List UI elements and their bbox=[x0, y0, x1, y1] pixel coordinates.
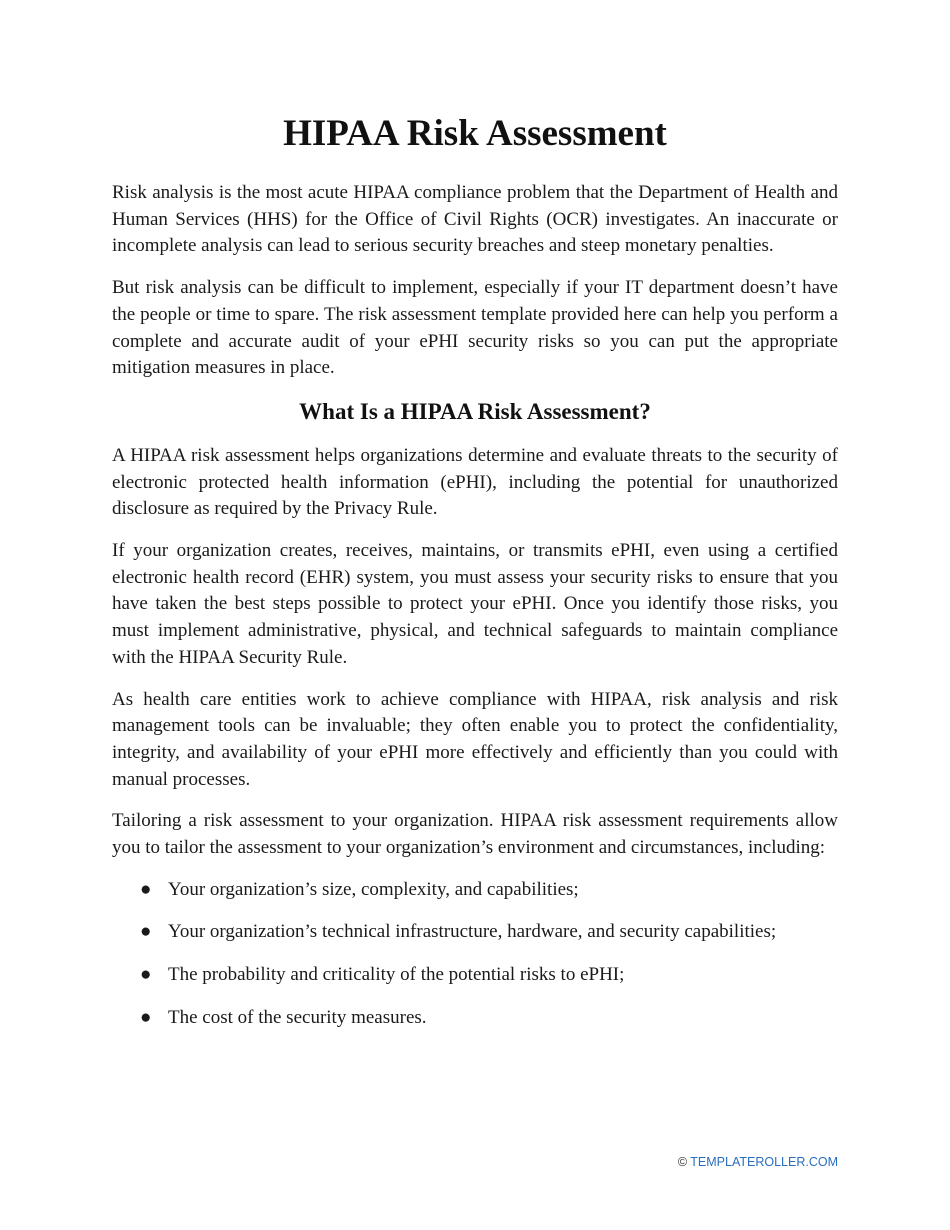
section-paragraph-4: Tailoring a risk assessment to your organization. HIPAA risk assessment requirements allow you to tailor the assessment to your organization’s environment and circumstances, including: bbox=[112, 810, 838, 859]
document-page bbox=[112, 108, 838, 1048]
bullet-icon: ● bbox=[140, 878, 152, 900]
list-item bbox=[112, 1005, 838, 1032]
bullet-icon: ● bbox=[140, 1006, 152, 1028]
bullet-icon: ● bbox=[140, 921, 152, 943]
list-item-text: Your organization’s technical infrastructure, hardware, and security capabilities; bbox=[168, 921, 777, 943]
list-item bbox=[112, 877, 838, 904]
bullet-list bbox=[112, 877, 838, 1032]
section-paragraph-3: As health care entities work to achieve compliance with HIPAA, risk analysis and risk management tools can be invaluable; they often enable you to protect the confidentiality, integrity, and availability of your ePHI more effectively and efficiently than you could with manual processes. bbox=[112, 688, 838, 790]
section-heading: What Is a HIPAA Risk Assessment? bbox=[299, 398, 651, 424]
section-paragraph-2: If your organization creates, receives, maintains, or transmits ePHI, even using a certified electronic health record (EHR) system, you must assess your security risks to ensure that you have taken the best steps possible to protect your ePHI. Once you identify those risks, you must implement administrative, physical, and technical safeguards to maintain compliance with the HIPAA Security Rule. bbox=[112, 540, 838, 668]
intro-paragraph-1: Risk analysis is the most acute HIPAA compliance problem that the Department of Health and Human Services (HHS) for the Office of Civil Rights (OCR) investigates. An inaccurate or incomplete analysis can lead to serious security breaches and steep monetary penalties. bbox=[112, 182, 838, 257]
section-paragraph-1: A HIPAA risk assessment helps organizations determine and evaluate threats to the security of electronic protected health information (ePHI), including the potential for unauthorized disclosure as required by the Privacy Rule. bbox=[112, 444, 838, 520]
templateroller-link[interactable]: TEMPLATEROLLER.COM bbox=[690, 1155, 838, 1169]
page-title: HIPAA Risk Assessment bbox=[283, 113, 667, 154]
footer-credit bbox=[678, 1155, 838, 1169]
list-item bbox=[112, 919, 838, 946]
bullet-icon: ● bbox=[140, 964, 152, 986]
intro-paragraph-2: But risk analysis can be difficult to implement, especially if your IT department doesn’t have the people or time to spare. The risk assessment template provided here can help you perform a complete and accurate audit of your ePHI security risks so you can put the appropriate mitigation measures in place. bbox=[112, 277, 838, 379]
list-item-text: The probability and criticality of the potential risks to ePHI; bbox=[168, 964, 625, 986]
copyright-symbol: © bbox=[677, 1155, 688, 1169]
list-item-text: The cost of the security measures. bbox=[168, 1006, 427, 1028]
list-item-text: Your organization’s size, complexity, and capabilities; bbox=[168, 878, 579, 900]
list-item bbox=[112, 962, 838, 989]
